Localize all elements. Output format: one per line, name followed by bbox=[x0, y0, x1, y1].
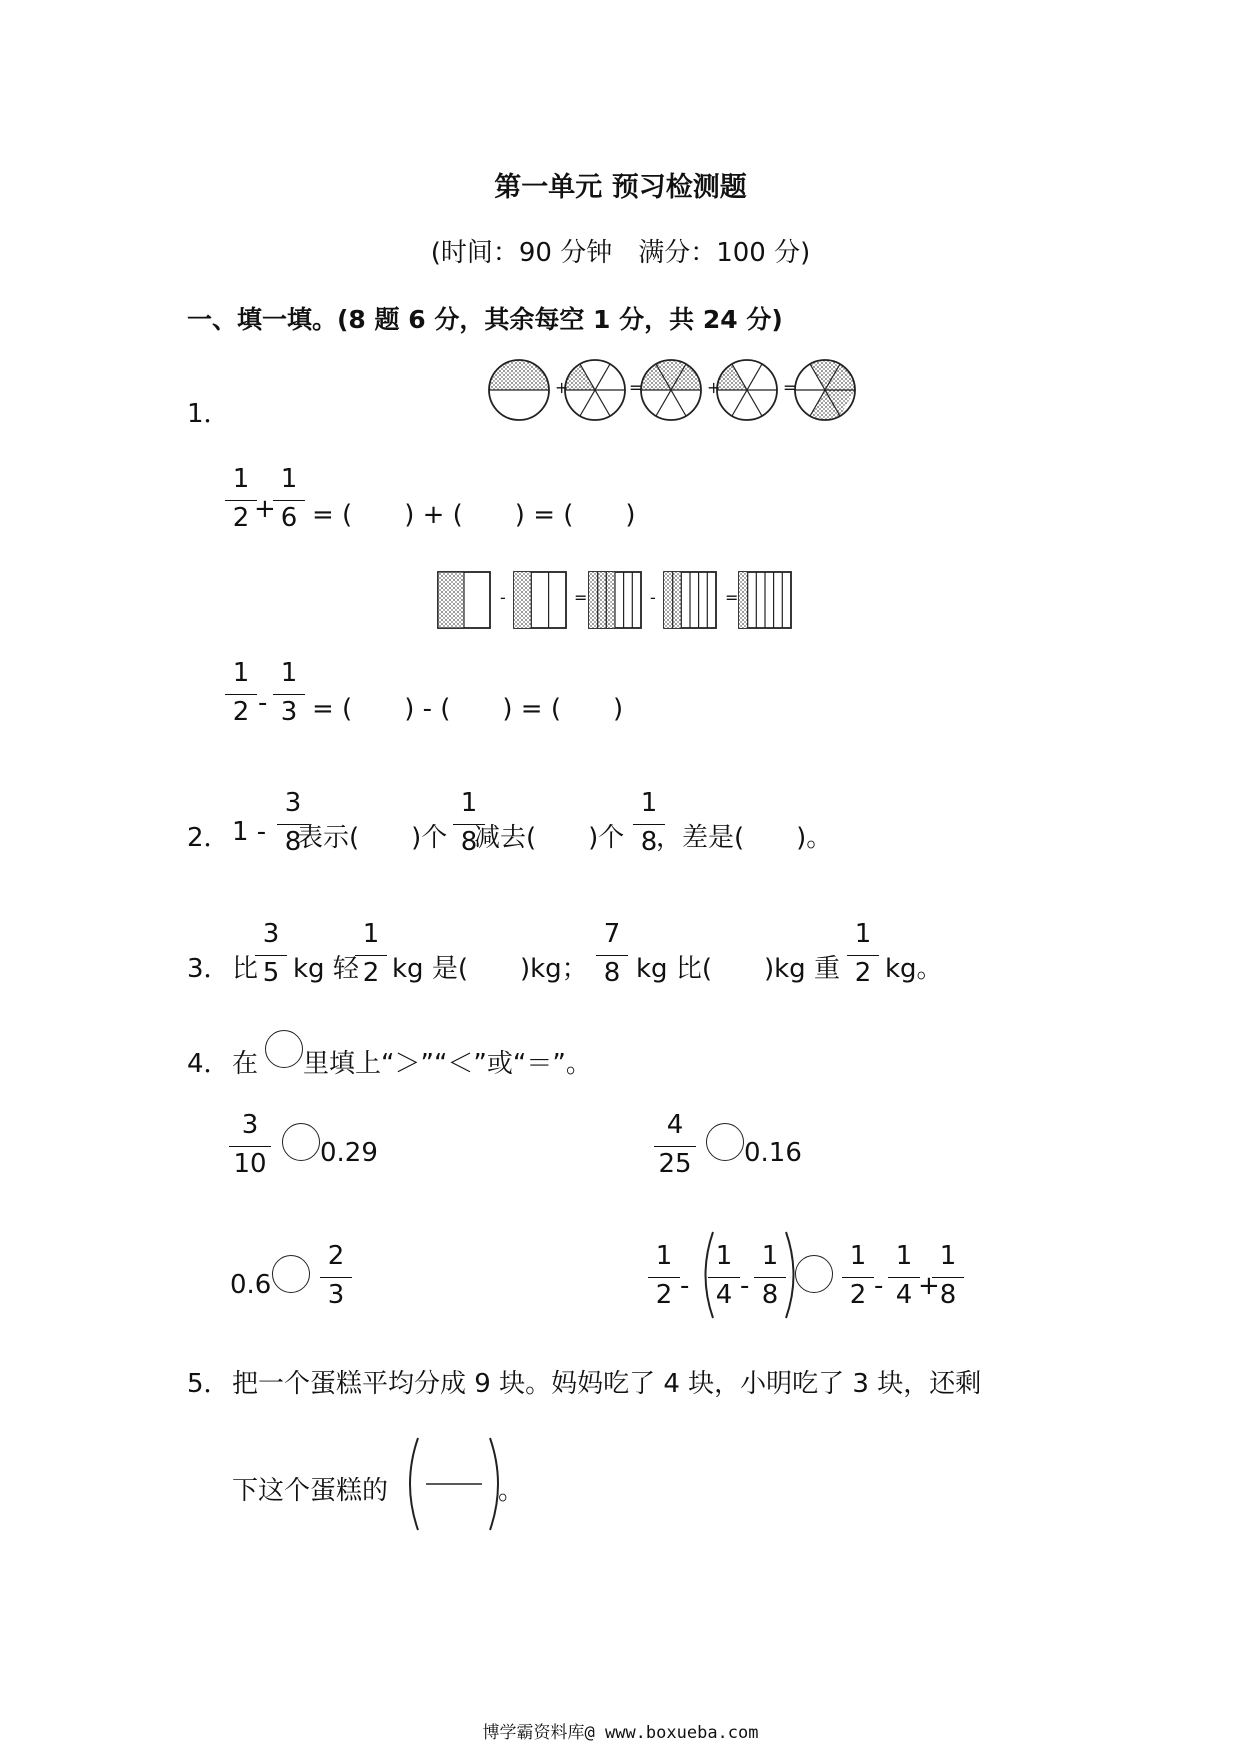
q3-text-1: kg 轻 bbox=[293, 954, 359, 984]
circle-plus-2: + bbox=[707, 378, 721, 397]
q4-number: 4． bbox=[187, 1049, 230, 1079]
q5-number: 5． bbox=[187, 1369, 230, 1399]
fraction-half-2: 1 2 bbox=[223, 660, 259, 729]
circle-eq-2: = bbox=[783, 378, 797, 397]
fraction-two-thirds: 2 3 bbox=[318, 1243, 354, 1312]
fraction-d5: 1 4 bbox=[886, 1243, 922, 1312]
rect-half-shaded bbox=[438, 572, 490, 628]
rect-three-sixths-shaded bbox=[589, 572, 641, 628]
fraction-half: 1 2 bbox=[223, 466, 259, 535]
q1-rectangle-figures bbox=[437, 571, 797, 633]
fraction-d3: 1 8 bbox=[752, 1243, 788, 1312]
rect-eq-2: = bbox=[725, 588, 739, 607]
circle-sixth-shaded bbox=[565, 360, 625, 420]
circle-half-shaded bbox=[489, 360, 549, 420]
rect-eq-1: = bbox=[574, 588, 588, 607]
fraction-one-eighth-2: 1 8 bbox=[631, 790, 667, 859]
circle-blank-example bbox=[265, 1030, 303, 1068]
q5-end: 。 bbox=[498, 1476, 525, 1506]
fraction-four-25ths: 4 25 bbox=[652, 1112, 698, 1181]
q4-instruction: 里填上“＞”“＜”或“＝”。 bbox=[303, 1049, 592, 1079]
circle-plus-1: + bbox=[555, 378, 569, 397]
page-title: 第一单元 预习检测题 bbox=[494, 172, 747, 203]
compare-circle-c[interactable] bbox=[272, 1255, 310, 1293]
q4d-minus-1: - bbox=[680, 1271, 690, 1301]
q3-text-4: kg。 bbox=[885, 954, 943, 984]
q2-text-1[interactable]: 表示( )个 bbox=[297, 823, 448, 853]
rect-third-shaded bbox=[514, 572, 566, 628]
fraction-d2: 1 4 bbox=[706, 1243, 742, 1312]
fraction-half-3: 1 2 bbox=[353, 921, 389, 990]
fraction-d1: 1 2 bbox=[646, 1243, 682, 1312]
q4d-plus: + bbox=[918, 1271, 940, 1301]
fraction-one-eighth: 1 8 bbox=[451, 790, 487, 859]
q3-text-2[interactable]: kg 是( )kg； bbox=[392, 954, 588, 984]
circle-eq-1: = bbox=[629, 378, 643, 397]
q4c-left: 0.6 bbox=[230, 1270, 272, 1300]
fraction-third: 1 3 bbox=[271, 660, 307, 729]
fraction-sixth: 1 6 bbox=[271, 466, 307, 535]
fraction-half-4: 1 2 bbox=[845, 921, 881, 990]
q1-number: 1． bbox=[187, 399, 230, 429]
addition-blanks[interactable]: = ( ) + ( ) = ( ) bbox=[312, 500, 636, 530]
q3-bi: 比 bbox=[232, 954, 259, 984]
section-heading: 一、填一填。(8 题 6 分，其余每空 1 分，共 24 分) bbox=[187, 305, 783, 334]
q5-line2: 下这个蛋糕的 bbox=[232, 1476, 389, 1506]
compare-circle-a[interactable] bbox=[282, 1123, 320, 1161]
rect-minus-1: - bbox=[500, 588, 506, 607]
fraction-three-tenths: 3 10 bbox=[227, 1112, 273, 1181]
fraction-three-eighths: 3 8 bbox=[275, 790, 311, 859]
rect-one-sixth-shaded bbox=[739, 572, 791, 628]
fraction-d4: 1 2 bbox=[840, 1243, 876, 1312]
footer-watermark: 博学霸资料库@ www.boxueba.com bbox=[482, 1723, 759, 1743]
fraction-d6: 1 8 bbox=[930, 1243, 966, 1312]
q4d-minus-2: - bbox=[740, 1271, 750, 1301]
rect-two-sixths-shaded bbox=[664, 572, 716, 628]
q2-number: 2． bbox=[187, 823, 230, 853]
fraction-answer-blank[interactable] bbox=[404, 1436, 504, 1532]
circle-sixth-shaded-2 bbox=[717, 360, 777, 420]
q4d-minus-3: - bbox=[874, 1271, 884, 1301]
fraction-seven-eighths: 7 8 bbox=[594, 921, 630, 990]
q4-zai: 在 bbox=[232, 1049, 259, 1079]
subtraction-blanks[interactable]: = ( ) - ( ) = ( ) bbox=[312, 694, 624, 724]
q4a-right: 0.29 bbox=[320, 1138, 378, 1168]
rect-minus-2: - bbox=[650, 588, 656, 607]
q1-circle-figures bbox=[488, 352, 868, 432]
q2-one-minus: 1 - bbox=[232, 817, 267, 847]
q4b-right: 0.16 bbox=[744, 1138, 802, 1168]
page-subtitle: (时间：90 分钟 满分：100 分) bbox=[430, 238, 811, 268]
compare-circle-d[interactable] bbox=[795, 1255, 833, 1293]
q3-number: 3． bbox=[187, 954, 230, 984]
fraction-three-fifths: 3 5 bbox=[253, 921, 289, 990]
q5-line1: 把一个蛋糕平均分成 9 块。妈妈吃了 4 块，小明吃了 3 块，还剩 bbox=[232, 1369, 982, 1399]
circle-four-sixths-shaded bbox=[795, 360, 855, 420]
plus-sign: + bbox=[254, 494, 276, 524]
q2-text-2[interactable]: 减去( )个 bbox=[474, 823, 625, 853]
q3-text-3[interactable]: kg 比( )kg 重 bbox=[636, 954, 840, 984]
minus-sign: - bbox=[258, 688, 268, 718]
q2-text-3[interactable]: ，差是( )。 bbox=[656, 823, 833, 853]
circle-three-sixths-shaded bbox=[641, 360, 701, 420]
compare-circle-b[interactable] bbox=[706, 1123, 744, 1161]
